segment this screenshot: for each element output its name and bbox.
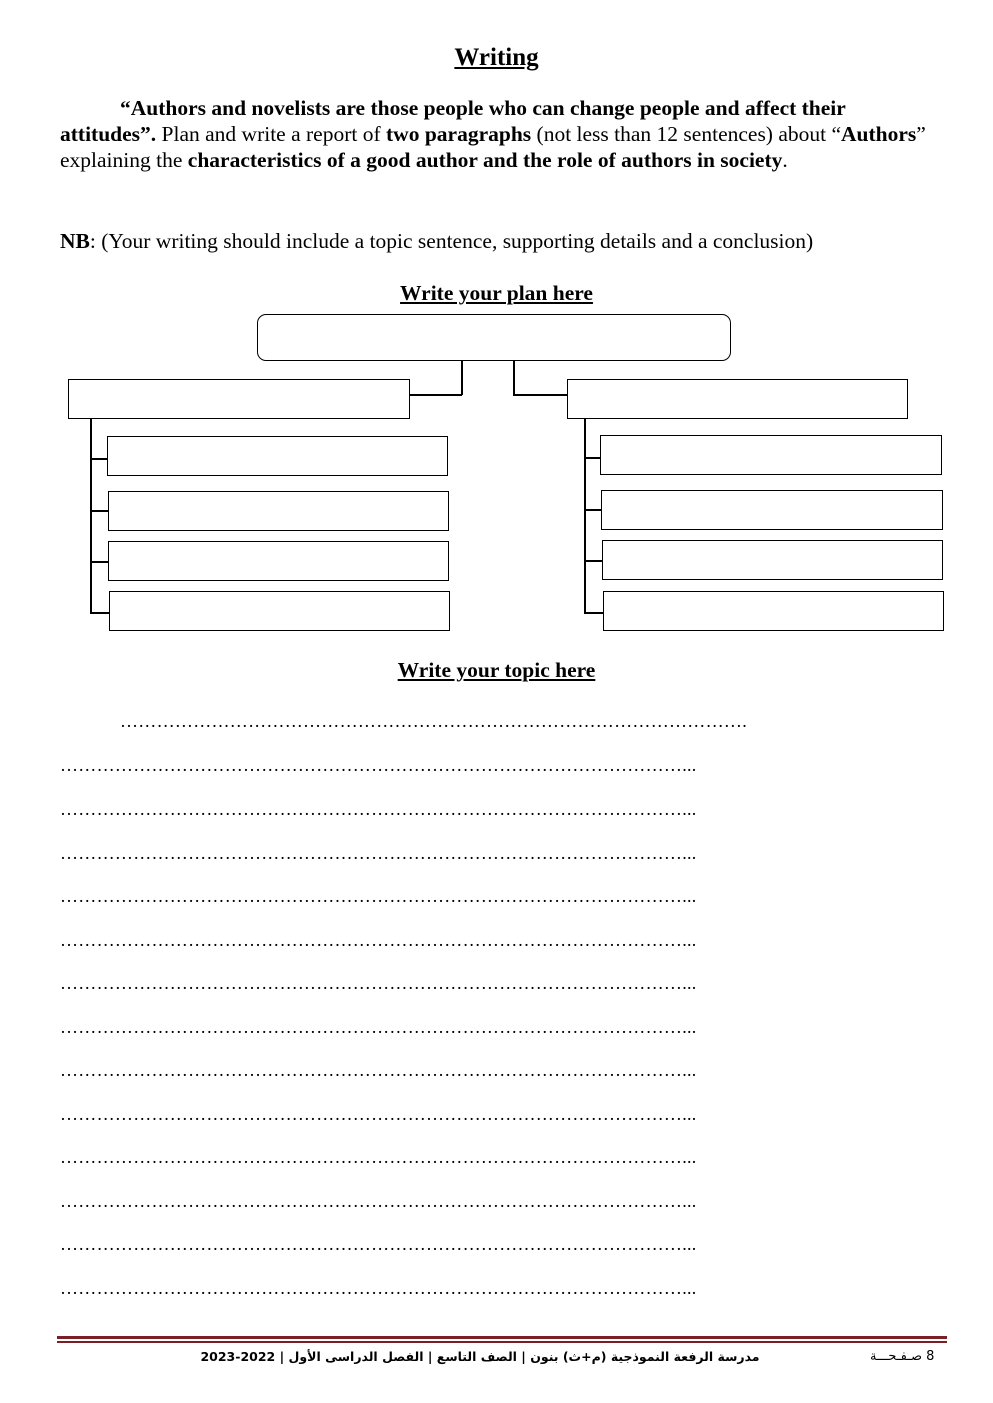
plan-paragraph-1-box[interactable]: [68, 379, 410, 419]
prompt-quote: “Authors and novelists are those people who can change people and affect their attitudes”.: [60, 96, 846, 146]
footer-rule: [57, 1336, 947, 1339]
writing-line[interactable]: ………………………………………………………………………………………….: [120, 711, 747, 731]
writing-line[interactable]: …………………………………………………………………………………………...: [60, 843, 697, 863]
writing-line[interactable]: …………………………………………………………………………………………...: [60, 1104, 697, 1124]
writing-prompt: “Authors and novelists are those people who can change people and affect their attitudes”. Plan and write a report of two paragraphs (not less than 12 sentences) about “Authors” explaining the characteristics of a good author and the role of authors in society.: [60, 96, 926, 172]
writing-line[interactable]: …………………………………………………………………………………………...: [60, 886, 697, 906]
plan-heading: Write your plan here: [400, 281, 593, 305]
footer-school-text: مدرسة الرفعة النموذجية (م+ث) بنون | الصف التاسع | الفصل الدراسى الأول | 2022-2023: [200, 1349, 760, 1364]
plan-detail-box[interactable]: [602, 540, 943, 580]
writing-line[interactable]: …………………………………………………………………………………………...: [60, 1017, 697, 1037]
writing-line[interactable]: …………………………………………………………………………………………...: [60, 755, 697, 775]
page-number: 8 صـفـحـــة: [870, 1349, 935, 1364]
writing-line[interactable]: …………………………………………………………………………………………...: [60, 930, 697, 950]
footer-rule: [57, 1341, 947, 1343]
writing-line[interactable]: …………………………………………………………………………………………...: [60, 1060, 697, 1080]
topic-heading: Write your topic here: [397, 658, 596, 682]
plan-detail-box[interactable]: [600, 435, 942, 475]
writing-line[interactable]: …………………………………………………………………………………………...: [60, 1147, 697, 1167]
plan-detail-box[interactable]: [108, 491, 449, 531]
writing-line[interactable]: …………………………………………………………………………………………...: [60, 799, 697, 819]
plan-detail-box[interactable]: [108, 541, 449, 581]
plan-detail-box[interactable]: [601, 490, 943, 530]
plan-topic-box[interactable]: [257, 314, 731, 361]
writing-line[interactable]: …………………………………………………………………………………………...: [60, 1191, 697, 1211]
writing-line[interactable]: …………………………………………………………………………………………...: [60, 1278, 697, 1298]
note-nb: NB: (Your writing should include a topic sentence, supporting details and a conclusion): [60, 229, 814, 253]
writing-line[interactable]: …………………………………………………………………………………………...: [60, 973, 697, 993]
writing-line[interactable]: …………………………………………………………………………………………...: [60, 1234, 697, 1254]
page-title: Writing: [454, 44, 539, 71]
plan-detail-box[interactable]: [107, 436, 448, 476]
plan-paragraph-2-box[interactable]: [567, 379, 908, 419]
plan-detail-box[interactable]: [603, 591, 944, 631]
plan-detail-box[interactable]: [109, 591, 450, 631]
